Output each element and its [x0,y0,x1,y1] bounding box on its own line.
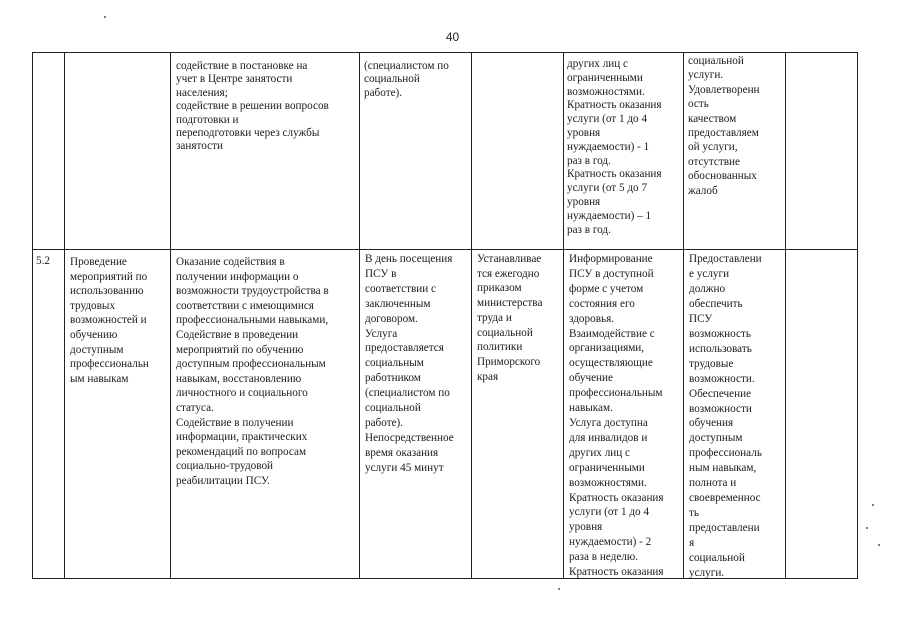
measures-cell: Оказание содействия в получении информации о возможности трудоустройства в соответствии с имеющимися профессиональными навыками, Содействие в проведении мероприятий по обучению доступным профессиональным навыкам, восстановлению личностного и социального статуса. Содействие в получении информации, практических рекомендаций по вопросам социально-трудовой реабилитации ПСУ. [176,256,329,487]
column-border [359,52,360,579]
row-number-cell: 5.2 [36,255,50,267]
page-number: 40 [445,30,460,44]
continued-result-cell: социальной услуги. Удовлетворенн ость качеством предоставляем ой услуги, отсутствие обоснованных жалоб [688,55,760,197]
conditions-cell: Информирование ПСУ в доступной форме с учетом состояния его здоровья. Взаимодействие с организациями, осуществляющие обучение профессиональным навыкам. Услуга доступна для инвалидов и других лиц с ограниченными возможностями. Кратность оказания услуги (от 1 до 4 уровня нуждаемости) - 2 раза в неделю. Кратность оказания [569,253,664,579]
table-top-border [32,52,858,53]
provider-cell: В день посещения ПСУ в соответствии с заключенным договором. Услуга предоставляется социальным работником (специалистом по социальной работе). Непосредственное время оказания услуги 45 минут [365,253,454,474]
scan-speck [558,588,560,590]
column-border [170,52,171,579]
continued-measures-cell: содействие в постановке на учет в Центре занятости населения; содействие в решении вопросов подготовки и переподготовки через службы занятости [176,60,329,153]
column-border [64,52,65,579]
scan-speck [878,544,880,546]
tariff-cell: Устанавливае тся ежегодно приказом министерства труда и социальной политики Приморского края [477,253,543,383]
continued-conditions-cell: других лиц с ограниченными возможностями. Кратность оказания услуги (от 1 до 4 уровня нуждаемости) - 1 раз в год. Кратность оказания услуги (от 5 до 7 уровня нуждаемости) – 1 раз в год. [567,58,662,236]
scan-speck [866,527,868,529]
scan-speck [872,504,874,506]
column-border [563,52,564,579]
column-border [857,52,858,579]
continued-provider-cell: (специалистом по социальной работе). [364,60,449,99]
column-border [683,52,684,579]
scan-speck [104,16,106,18]
column-border [471,52,472,579]
service-name-cell: Проведение мероприятий по использованию трудовых возможностей и обучению доступным профессиональн ым навыкам [70,256,149,385]
row-divider [32,249,858,250]
column-border [32,52,33,579]
result-cell: Предоставлени е услуги должно обеспечить ПСУ возможность использовать трудовые возможности. Обеспечение возможности обучения доступным профессиональ ным навыкам, полнота и своевременнос ть предоставлени я социальной услуги. [689,253,762,580]
column-border [785,52,786,579]
